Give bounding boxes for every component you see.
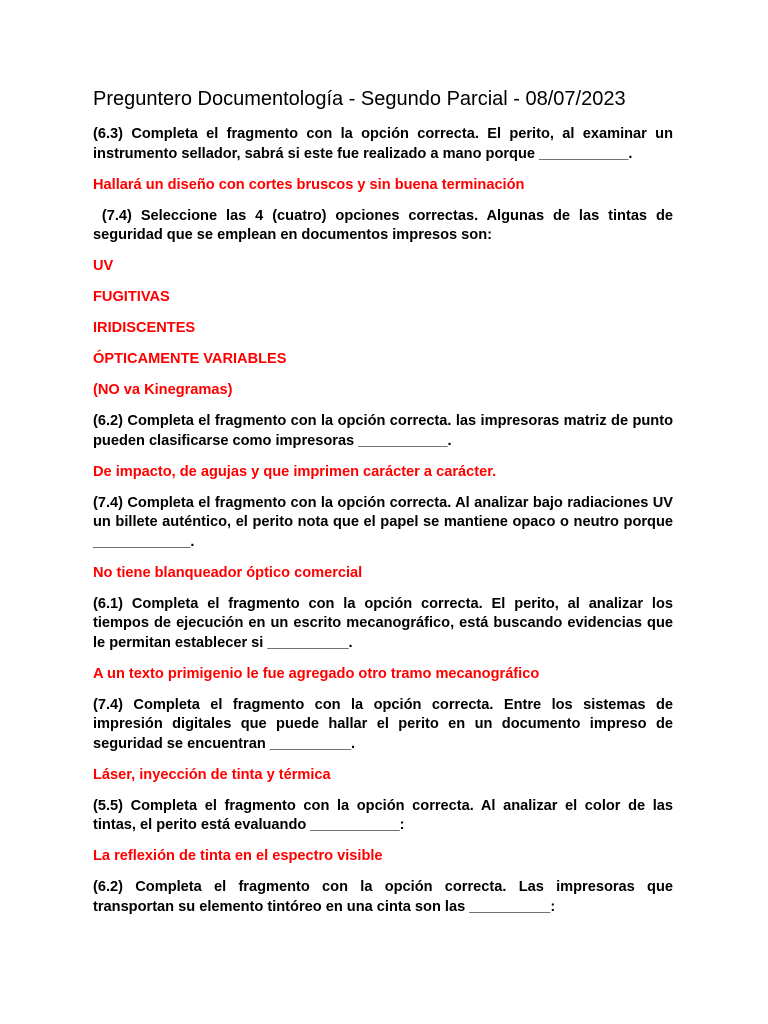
question-1: (6.3) Completa el fragmento con la opción correcta. El perito, al examinar un instrumento sellador, sabrá si este fue realizado a mano porque ___________. — [93, 126, 673, 162]
answer-1: Hallará un diseño con cortes bruscos y sin buena terminación — [93, 176, 525, 193]
question-4: (7.4) Completa el fragmento con la opción correcta. Al analizar bajo radiaciones UV un billete auténtico, el perito nota que el papel se mantiene opaco o neutro porque ____________. — [93, 494, 673, 550]
question-8: (6.2) Completa el fragmento con la opción correcta. Las impresoras que transportan su elemento tintóreo en una cinta son las __________: — [93, 879, 673, 915]
answer-2-item: UV — [93, 258, 114, 274]
answer-2-item: FUGITIVAS — [93, 289, 170, 305]
question-3: (6.2) Completa el fragmento con la opción correcta. las impresoras matriz de punto pueden clasificarse como impresoras ___________. — [93, 413, 673, 449]
answer-7: La reflexión de tinta en el espectro visible — [93, 848, 383, 864]
answer-2-item: IRIDISCENTES — [93, 320, 196, 336]
document-page — [93, 86, 678, 929]
answer-3: De impacto, de agujas y que imprimen carácter a carácter. — [93, 463, 497, 480]
answer-2-item: (NO va Kinegramas) — [93, 382, 233, 398]
answer-4: No tiene blanqueador óptico comercial — [93, 564, 363, 581]
answer-2-list — [93, 257, 673, 401]
answer-2-item: ÓPTICAMENTE VARIABLES — [93, 351, 287, 367]
question-5: (6.1) Completa el fragmento con la opción correcta. El perito, al analizar los tiempos de ejecución en un escrito mecanográfico, está buscando evidencias que le permitan establecer si __________. — [93, 595, 673, 651]
page-title: Preguntero Documentología - Segundo Parcial - 08/07/2023 — [93, 88, 626, 110]
question-7: (5.5) Completa el fragmento con la opción correcta. Al analizar el color de las tintas, el perito está evaluando ___________: — [93, 797, 673, 833]
answer-5: A un texto primigenio le fue agregado otro tramo mecanográfico — [93, 665, 540, 682]
answer-6: Láser, inyección de tinta y térmica — [93, 766, 331, 783]
question-6: (7.4) Completa el fragmento con la opción correcta. Entre los sistemas de impresión digitales que puede hallar el perito en un documento impreso de seguridad se encuentran __________. — [93, 696, 673, 752]
question-2: (7.4) Seleccione las 4 (cuatro) opciones correctas. Algunas de las tintas de seguridad que se emplean en documentos impresos son: — [93, 207, 678, 243]
